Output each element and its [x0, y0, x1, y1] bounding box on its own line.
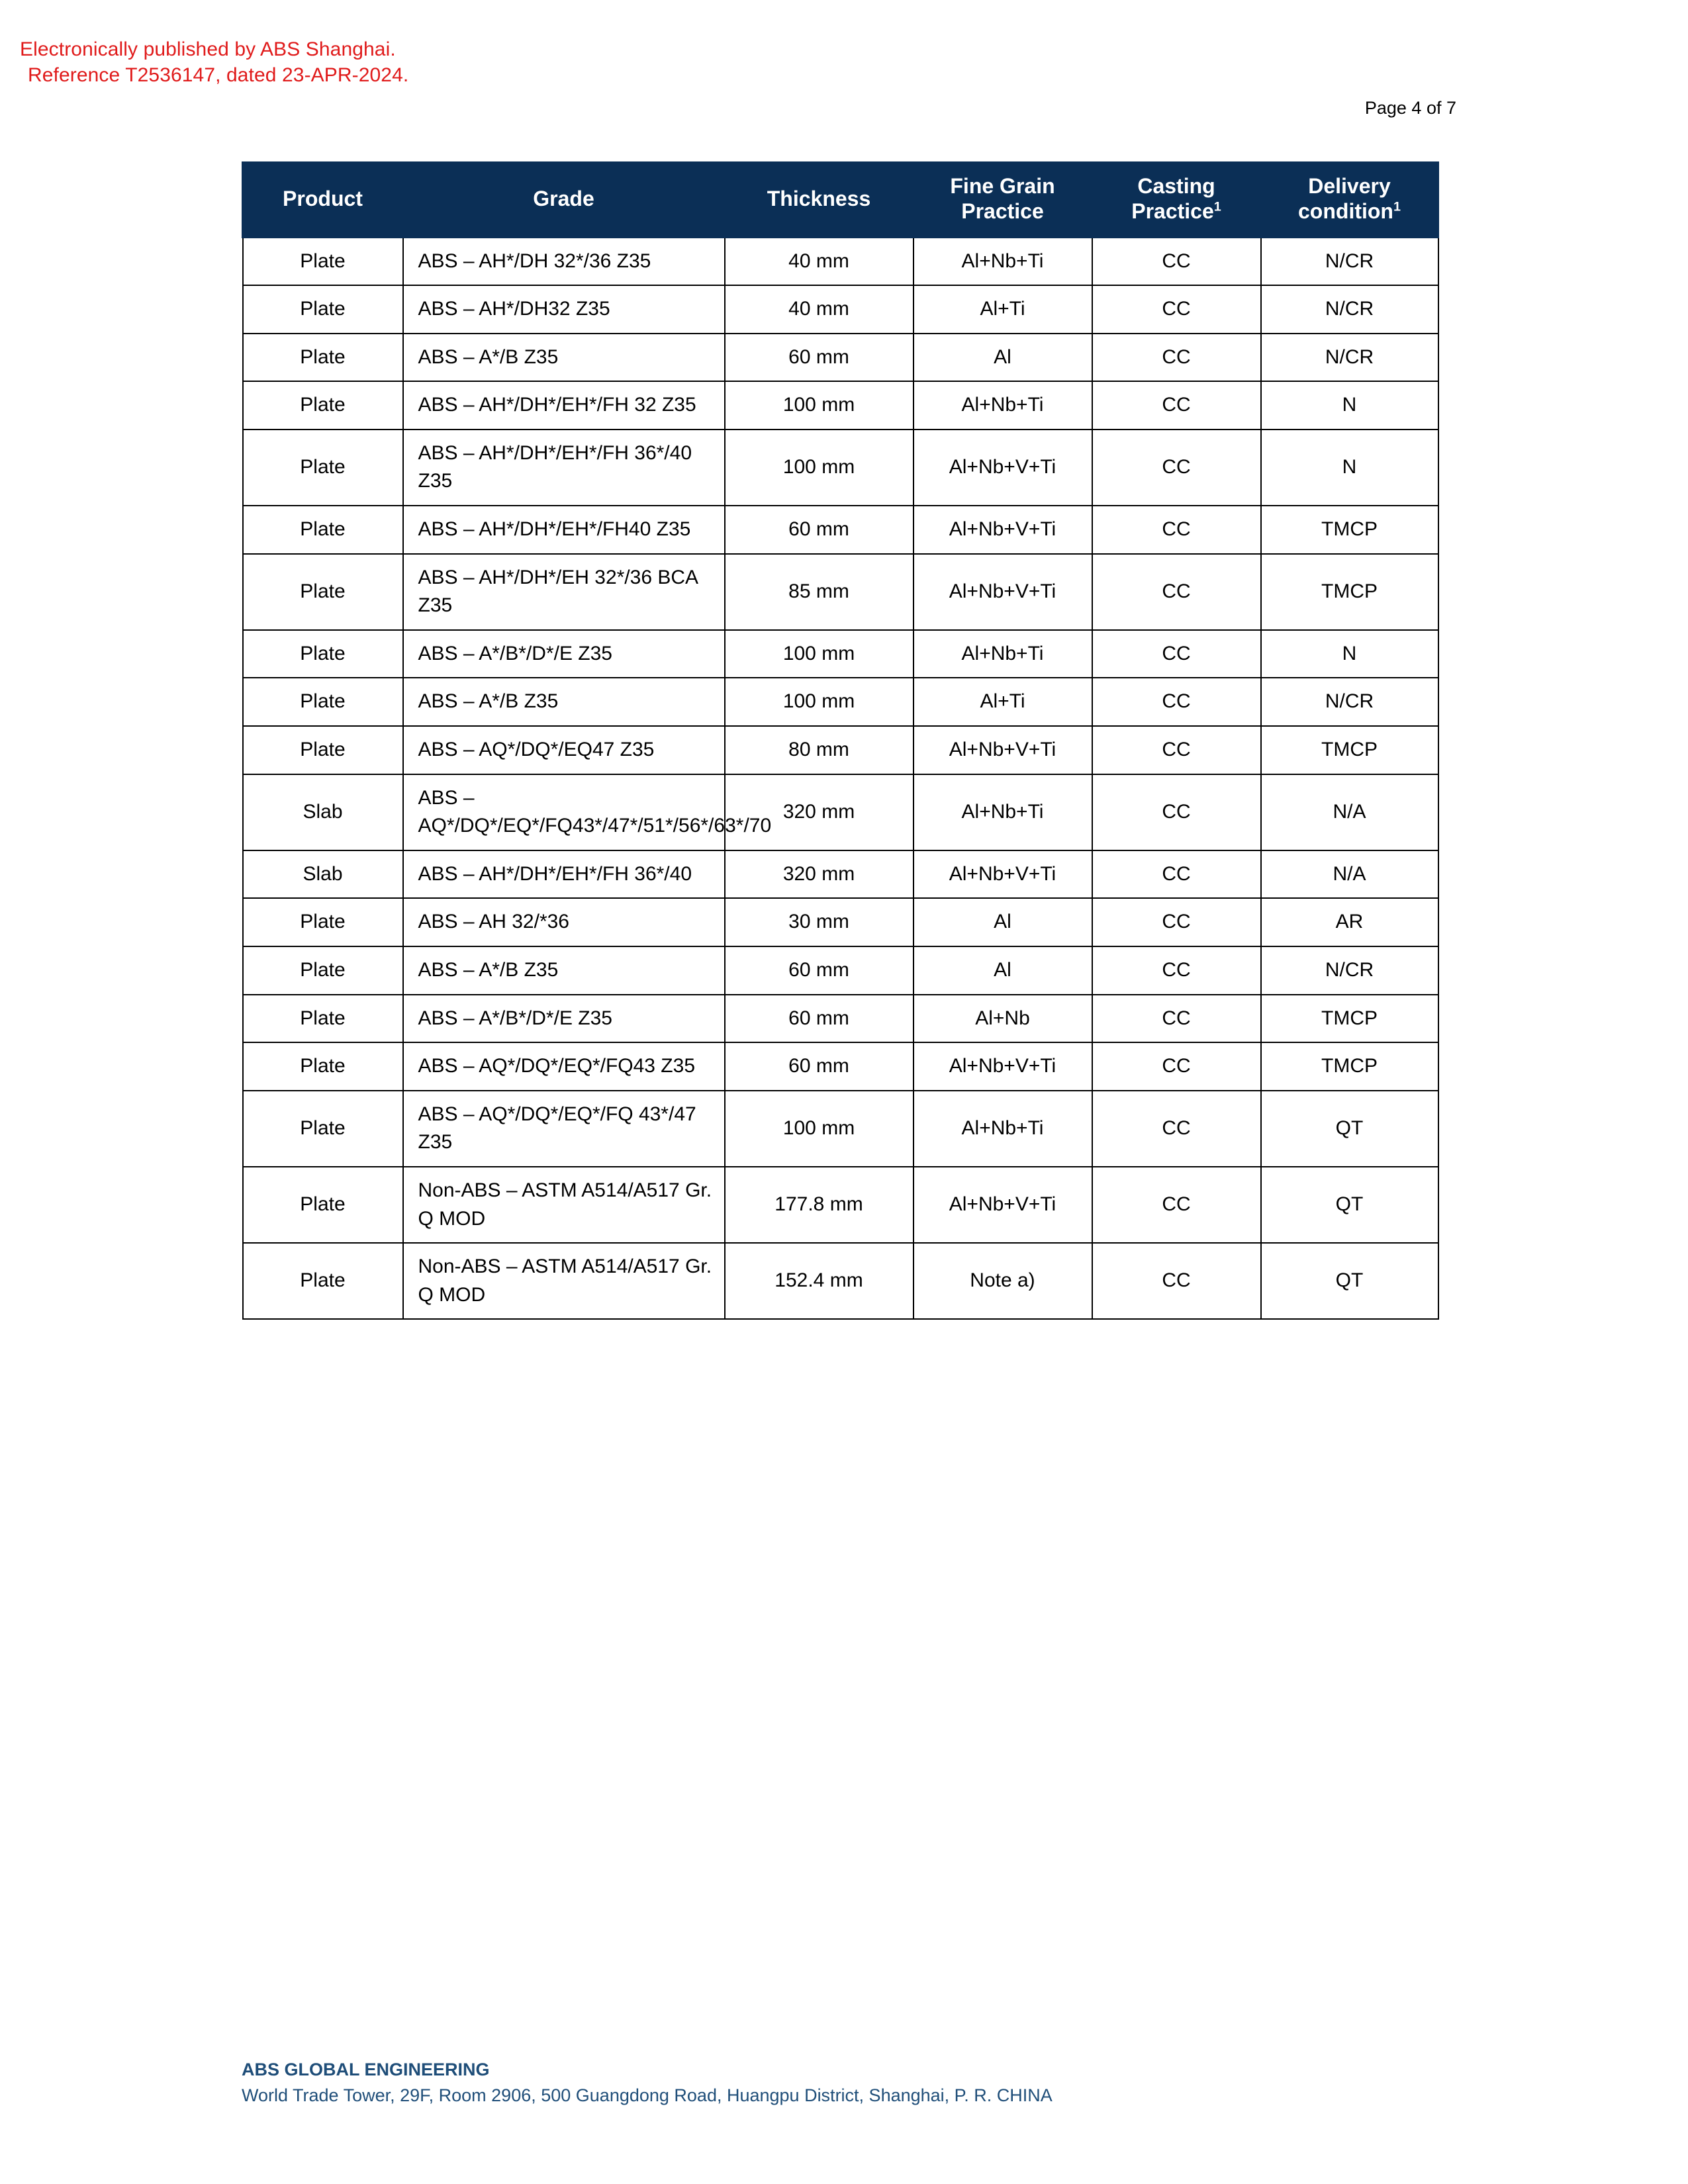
- table-row: [243, 1243, 1438, 1319]
- cell-delivery-condition: N: [1261, 630, 1438, 678]
- table-row: [243, 237, 1438, 285]
- specification-table-container: [242, 161, 1437, 1320]
- cell-grade: ABS – A*/B Z35: [403, 678, 725, 726]
- table-row: [243, 1167, 1438, 1243]
- cell-product: Plate: [243, 554, 403, 630]
- cell-thickness: 30 mm: [725, 898, 914, 946]
- cell-delivery-condition: QT: [1261, 1243, 1438, 1319]
- page-footer: [242, 2057, 1053, 2109]
- column-header-casting-practice-label: Casting Practice: [1131, 174, 1215, 223]
- cell-thickness: 100 mm: [725, 381, 914, 430]
- table-row: [243, 630, 1438, 678]
- cell-product: Slab: [243, 774, 403, 850]
- cell-delivery-condition: QT: [1261, 1091, 1438, 1167]
- cell-product: Plate: [243, 946, 403, 995]
- cell-thickness: 100 mm: [725, 678, 914, 726]
- table-row: [243, 381, 1438, 430]
- cell-casting-practice: CC: [1092, 1091, 1261, 1167]
- cell-product: Plate: [243, 1167, 403, 1243]
- cell-product: Plate: [243, 237, 403, 285]
- cell-grade: Non-ABS – ASTM A514/A517 Gr. Q MOD: [403, 1167, 725, 1243]
- cell-fine-grain-practice: Al+Nb+V+Ti: [914, 430, 1092, 506]
- cell-grade: ABS – AH*/DH32 Z35: [403, 285, 725, 334]
- cell-grade: ABS – AH*/DH*/EH*/FH 36*/40 Z35: [403, 430, 725, 506]
- cell-thickness: 60 mm: [725, 334, 914, 382]
- table-header-row: [243, 163, 1438, 238]
- cell-fine-grain-practice: Al: [914, 898, 1092, 946]
- cell-delivery-condition: N/CR: [1261, 237, 1438, 285]
- cell-product: Plate: [243, 506, 403, 554]
- cell-grade: ABS – AH 32/*36: [403, 898, 725, 946]
- specification-table: [242, 161, 1439, 1320]
- column-header-fine-grain-practice: Fine Grain Practice: [914, 163, 1092, 238]
- cell-grade: ABS – AQ*/DQ*/EQ*/FQ43*/47*/51*/56*/63*/70: [403, 774, 725, 850]
- cell-fine-grain-practice: Al+Nb+V+Ti: [914, 850, 1092, 899]
- page-number: Page 4 of 7: [1364, 98, 1456, 118]
- table-row: [243, 285, 1438, 334]
- table-row: [243, 334, 1438, 382]
- cell-thickness: 320 mm: [725, 850, 914, 899]
- cell-delivery-condition: N/CR: [1261, 946, 1438, 995]
- cell-grade: ABS – A*/B Z35: [403, 946, 725, 995]
- cell-fine-grain-practice: Note a): [914, 1243, 1092, 1319]
- cell-grade: ABS – AQ*/DQ*/EQ47 Z35: [403, 726, 725, 774]
- cell-grade: ABS – A*/B Z35: [403, 334, 725, 382]
- cell-grade: ABS – A*/B*/D*/E Z35: [403, 630, 725, 678]
- cell-grade: ABS – AH*/DH*/EH*/FH40 Z35: [403, 506, 725, 554]
- column-header-grade: Grade: [403, 163, 725, 238]
- stamp-line-publisher: Electronically published by ABS Shanghai.: [20, 38, 396, 61]
- cell-fine-grain-practice: Al+Ti: [914, 678, 1092, 726]
- cell-grade: ABS – AH*/DH*/EH*/FH 32 Z35: [403, 381, 725, 430]
- cell-product: Plate: [243, 1042, 403, 1091]
- cell-casting-practice: CC: [1092, 334, 1261, 382]
- table-row: [243, 850, 1438, 899]
- cell-casting-practice: CC: [1092, 630, 1261, 678]
- cell-fine-grain-practice: Al: [914, 334, 1092, 382]
- cell-product: Plate: [243, 726, 403, 774]
- table-header: [243, 163, 1438, 238]
- cell-product: Plate: [243, 630, 403, 678]
- cell-fine-grain-practice: Al+Nb+Ti: [914, 630, 1092, 678]
- table-row: [243, 946, 1438, 995]
- cell-delivery-condition: N/CR: [1261, 678, 1438, 726]
- cell-delivery-condition: N/CR: [1261, 285, 1438, 334]
- cell-thickness: 40 mm: [725, 285, 914, 334]
- cell-casting-practice: CC: [1092, 1042, 1261, 1091]
- table-row: [243, 995, 1438, 1043]
- table-row: [243, 898, 1438, 946]
- cell-fine-grain-practice: Al+Nb+V+Ti: [914, 506, 1092, 554]
- cell-fine-grain-practice: Al+Nb: [914, 995, 1092, 1043]
- cell-delivery-condition: N: [1261, 381, 1438, 430]
- cell-thickness: 177.8 mm: [725, 1167, 914, 1243]
- electronic-publication-stamp: [20, 12, 408, 114]
- table-row: [243, 726, 1438, 774]
- cell-casting-practice: CC: [1092, 381, 1261, 430]
- cell-delivery-condition: TMCP: [1261, 1042, 1438, 1091]
- cell-fine-grain-practice: Al+Nb+V+Ti: [914, 554, 1092, 630]
- table-row: [243, 1042, 1438, 1091]
- cell-product: Plate: [243, 334, 403, 382]
- cell-product: Plate: [243, 381, 403, 430]
- cell-grade: ABS – AQ*/DQ*/EQ*/FQ43 Z35: [403, 1042, 725, 1091]
- cell-product: Plate: [243, 285, 403, 334]
- cell-casting-practice: CC: [1092, 285, 1261, 334]
- cell-product: Slab: [243, 850, 403, 899]
- cell-delivery-condition: N: [1261, 430, 1438, 506]
- cell-thickness: 40 mm: [725, 237, 914, 285]
- column-header-delivery-condition-label: Delivery condition: [1298, 174, 1393, 223]
- footer-organization: ABS GLOBAL ENGINEERING: [242, 2060, 490, 2079]
- cell-product: Plate: [243, 1243, 403, 1319]
- cell-thickness: 60 mm: [725, 995, 914, 1043]
- cell-thickness: 100 mm: [725, 430, 914, 506]
- cell-thickness: 100 mm: [725, 1091, 914, 1167]
- table-row: [243, 430, 1438, 506]
- cell-delivery-condition: TMCP: [1261, 554, 1438, 630]
- cell-product: Plate: [243, 430, 403, 506]
- cell-product: Plate: [243, 678, 403, 726]
- footer-address: World Trade Tower, 29F, Room 2906, 500 Guangdong Road, Huangpu District, Shanghai, P. R. CHINA: [242, 2085, 1053, 2106]
- cell-casting-practice: CC: [1092, 946, 1261, 995]
- cell-fine-grain-practice: Al: [914, 946, 1092, 995]
- column-header-delivery-condition: [1261, 163, 1438, 238]
- cell-thickness: 60 mm: [725, 946, 914, 995]
- cell-product: Plate: [243, 898, 403, 946]
- cell-grade: ABS – AH*/DH*/EH 32*/36 BCA Z35: [403, 554, 725, 630]
- cell-delivery-condition: N/A: [1261, 850, 1438, 899]
- cell-thickness: 60 mm: [725, 506, 914, 554]
- column-header-product: Product: [243, 163, 403, 238]
- column-header-thickness: Thickness: [725, 163, 914, 238]
- stamp-line-reference: Reference T2536147, dated 23-APR-2024.: [28, 64, 409, 86]
- cell-delivery-condition: AR: [1261, 898, 1438, 946]
- cell-thickness: 80 mm: [725, 726, 914, 774]
- cell-thickness: 85 mm: [725, 554, 914, 630]
- table-row: [243, 774, 1438, 850]
- table-row: [243, 1091, 1438, 1167]
- cell-casting-practice: CC: [1092, 678, 1261, 726]
- cell-fine-grain-practice: Al+Nb+Ti: [914, 381, 1092, 430]
- cell-fine-grain-practice: Al+Nb+Ti: [914, 1091, 1092, 1167]
- cell-grade: Non-ABS – ASTM A514/A517 Gr. Q MOD: [403, 1243, 725, 1319]
- cell-product: Plate: [243, 995, 403, 1043]
- cell-fine-grain-practice: Al+Nb+V+Ti: [914, 726, 1092, 774]
- cell-casting-practice: CC: [1092, 237, 1261, 285]
- cell-product: Plate: [243, 1091, 403, 1167]
- table-row: [243, 506, 1438, 554]
- cell-delivery-condition: QT: [1261, 1167, 1438, 1243]
- column-header-casting-practice-footnote: 1: [1213, 199, 1221, 214]
- cell-casting-practice: CC: [1092, 774, 1261, 850]
- cell-grade: ABS – AQ*/DQ*/EQ*/FQ 43*/47 Z35: [403, 1091, 725, 1167]
- table-row: [243, 678, 1438, 726]
- cell-fine-grain-practice: Al+Nb+V+Ti: [914, 1042, 1092, 1091]
- cell-grade: ABS – AH*/DH*/EH*/FH 36*/40: [403, 850, 725, 899]
- cell-casting-practice: CC: [1092, 554, 1261, 630]
- cell-casting-practice: CC: [1092, 506, 1261, 554]
- cell-casting-practice: CC: [1092, 1243, 1261, 1319]
- cell-delivery-condition: TMCP: [1261, 726, 1438, 774]
- cell-thickness: 100 mm: [725, 630, 914, 678]
- cell-grade: ABS – A*/B*/D*/E Z35: [403, 995, 725, 1043]
- cell-delivery-condition: TMCP: [1261, 506, 1438, 554]
- cell-fine-grain-practice: Al+Nb+Ti: [914, 774, 1092, 850]
- cell-casting-practice: CC: [1092, 850, 1261, 899]
- cell-fine-grain-practice: Al+Nb+V+Ti: [914, 1167, 1092, 1243]
- cell-thickness: 60 mm: [725, 1042, 914, 1091]
- table-row: [243, 554, 1438, 630]
- cell-casting-practice: CC: [1092, 726, 1261, 774]
- cell-casting-practice: CC: [1092, 995, 1261, 1043]
- cell-delivery-condition: N/CR: [1261, 334, 1438, 382]
- table-body: [243, 237, 1438, 1319]
- column-header-casting-practice: [1092, 163, 1261, 238]
- cell-casting-practice: CC: [1092, 898, 1261, 946]
- cell-delivery-condition: TMCP: [1261, 995, 1438, 1043]
- cell-fine-grain-practice: Al+Ti: [914, 285, 1092, 334]
- cell-thickness: 320 mm: [725, 774, 914, 850]
- cell-casting-practice: CC: [1092, 430, 1261, 506]
- column-header-delivery-condition-footnote: 1: [1393, 199, 1401, 214]
- cell-casting-practice: CC: [1092, 1167, 1261, 1243]
- cell-thickness: 152.4 mm: [725, 1243, 914, 1319]
- cell-grade: ABS – AH*/DH 32*/36 Z35: [403, 237, 725, 285]
- cell-fine-grain-practice: Al+Nb+Ti: [914, 237, 1092, 285]
- cell-delivery-condition: N/A: [1261, 774, 1438, 850]
